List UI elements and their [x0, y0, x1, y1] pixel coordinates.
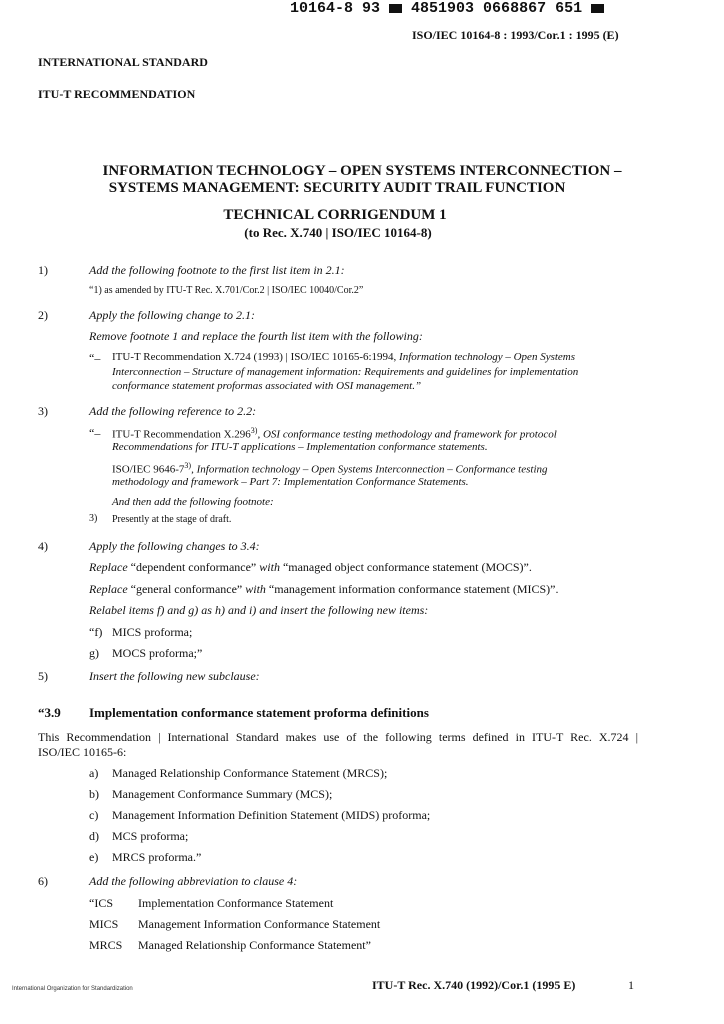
abbreviation-definition: Managed Relationship Conformance Statement”	[138, 938, 371, 952]
section-list-text: MCS proforma;	[112, 829, 189, 843]
barcode-line	[290, 0, 604, 17]
section-list-mark: a)	[89, 766, 99, 780]
item-2-ref-text-b: Information technology – Open Systems	[399, 351, 576, 363]
item-1-footnote-mark: “1)	[89, 285, 102, 296]
item-4-replace-2-with: with	[245, 582, 266, 596]
item-1-footnote	[89, 285, 363, 296]
item-2-dash: “–	[89, 351, 101, 365]
section-list-text: Managed Relationship Conformance Statement (MRCS);	[112, 766, 388, 780]
item-3-ref-2-line-1	[112, 461, 548, 476]
item-6-instruction: Add the following abbreviation to clause 4:	[89, 874, 298, 888]
item-3-ref-1-line-1	[112, 426, 557, 441]
abbreviation-term: “ICS	[89, 896, 113, 910]
item-1-number: 1)	[38, 263, 48, 277]
item-1-instruction: Add the following footnote to the first list item in 2.1:	[89, 263, 345, 277]
item-3-ref-2-sup: 3)	[184, 461, 192, 470]
item-4-replace-1-old: “dependent conformance”	[130, 560, 257, 574]
item-4-number: 4)	[38, 539, 48, 553]
item-3-footnote-text: Presently at the stage of draft.	[112, 514, 232, 525]
section-list-mark: d)	[89, 829, 99, 843]
section-list-mark: c)	[89, 808, 99, 822]
abbreviation-term: MRCS	[89, 938, 123, 952]
item-1-footnote-text: as amended by ITU-T Rec. X.701/Cor.2 | ISO/IEC 10040/Cor.2”	[104, 285, 364, 296]
item-3-ref-1-b: , OSI conformance testing methodology and framework for protocol	[257, 428, 557, 441]
item-3-ref-1-sup: 3)	[250, 426, 258, 435]
section-list-text: Management Conformance Summary (MCS);	[112, 787, 333, 801]
item-4-replace-2-word: Replace	[89, 582, 128, 596]
corrigendum-subtitle: (to Rec. X.740 | ISO/IEC 10164-8)	[244, 225, 432, 240]
section-paragraph-line-2: ISO/IEC 10165-6:	[38, 745, 127, 759]
item-3-instruction-2: And then add the following footnote:	[112, 496, 274, 508]
item-4-list-item-g-text: MOCS proforma;”	[112, 646, 203, 660]
item-4-replace-2-old: “general conformance”	[130, 582, 243, 596]
item-5-number: 5)	[38, 669, 48, 683]
item-4-instruction-2: Relabel items f) and g) as h) and i) and insert the following new items:	[89, 603, 429, 617]
item-3-ref-2-a: ISO/IEC 9646-7	[112, 463, 185, 476]
item-5-instruction: Insert the following new subclause:	[89, 669, 260, 683]
title-line-1: INFORMATION TECHNOLOGY – OPEN SYSTEMS INTERCONNECTION –	[102, 163, 622, 179]
abbreviation-definition: Management Information Conformance Statement	[138, 917, 381, 931]
corrigendum-title: TECHNICAL CORRIGENDUM 1	[223, 207, 447, 223]
item-3-dash: “–	[89, 426, 101, 440]
item-4-replace-2	[89, 582, 559, 597]
footer-reference: ITU-T Rec. X.740 (1992)/Cor.1 (1995 E)	[372, 978, 576, 992]
barcode-block-2	[591, 4, 604, 13]
item-3-ref-2-b: , Information technology – Open Systems Interconnection – Conformance testing	[191, 463, 548, 476]
barcode-block-1	[389, 4, 402, 13]
item-4-instruction: Apply the following changes to 3.4:	[89, 539, 260, 553]
item-3-number: 3)	[38, 404, 48, 418]
item-4-replace-1-word: Replace	[89, 560, 128, 574]
item-2-ref-line-3: conformance statement proformas associated with OSI management.”	[112, 380, 422, 392]
item-3-instruction: Add the following reference to 2.2:	[89, 404, 257, 418]
item-4-list-item-g-mark: g)	[89, 646, 99, 660]
barcode-part2: 4851903 0668867 651	[411, 0, 583, 17]
item-2-instruction: Apply the following change to 2.1:	[89, 308, 255, 322]
section-number: “3.9	[38, 705, 61, 720]
item-6-number: 6)	[38, 874, 48, 888]
footer-organization: International Organization for Standardization	[12, 986, 133, 992]
item-3-footnote-mark: 3)	[89, 513, 98, 524]
item-4-replace-1-new: “managed object conformance statement (MOCS)”.	[282, 560, 532, 574]
item-2-ref-line-2: Interconnection – Structure of management information: Requirements and guidelines for implementation	[112, 366, 579, 378]
item-4-replace-1	[89, 560, 532, 575]
section-title: Implementation conformance statement proforma definitions	[89, 705, 429, 720]
item-4-list-item-f-mark: “f)	[89, 625, 103, 639]
item-3-ref-1-a: ITU-T Recommendation X.296	[112, 428, 251, 441]
item-3-ref-1-line-2: Recommendations for ITU-T applications – Implementation conformance statements.	[112, 441, 488, 453]
barcode-part1: 10164-8 93	[290, 0, 381, 17]
section-paragraph-line-1: This Recommendation | International Standard makes use of the following terms defined in ITU-T Rec. X.724 |	[38, 730, 638, 744]
section-list-text: MRCS proforma.”	[112, 850, 202, 864]
section-list-text: Management Information Definition Statement (MIDS) proforma;	[112, 808, 431, 822]
doc-id: ISO/IEC 10164-8 : 1993/Cor.1 : 1995 (E)	[412, 28, 619, 42]
item-2-ref-text-a: ITU-T Recommendation X.724 (1993) | ISO/IEC 10165-6:1994,	[112, 351, 397, 363]
item-4-replace-2-new: “management information conformance statement (MICS)”.	[268, 582, 559, 596]
item-2-ref-line-1	[112, 351, 575, 363]
item-4-list-item-f-text: MICS proforma;	[112, 625, 193, 639]
item-4-replace-1-with: with	[259, 560, 280, 574]
abbreviation-term: MICS	[89, 917, 119, 931]
section-list-mark: e)	[89, 850, 99, 864]
header-international-standard: INTERNATIONAL STANDARD	[38, 55, 208, 69]
item-2-number: 2)	[38, 308, 48, 322]
section-list-mark: b)	[89, 787, 99, 801]
abbreviation-definition: Implementation Conformance Statement	[138, 896, 334, 910]
title-line-2: SYSTEMS MANAGEMENT: SECURITY AUDIT TRAIL FUNCTION	[108, 180, 566, 196]
header-itu-recommendation: ITU-T RECOMMENDATION	[38, 87, 196, 101]
item-3-ref-2-line-2: methodology and framework – Part 7: Implementation Conformance Statements.	[112, 476, 469, 488]
item-2-instruction-2: Remove footnote 1 and replace the fourth list item with the following:	[89, 329, 423, 343]
page-number: 1	[628, 978, 634, 992]
